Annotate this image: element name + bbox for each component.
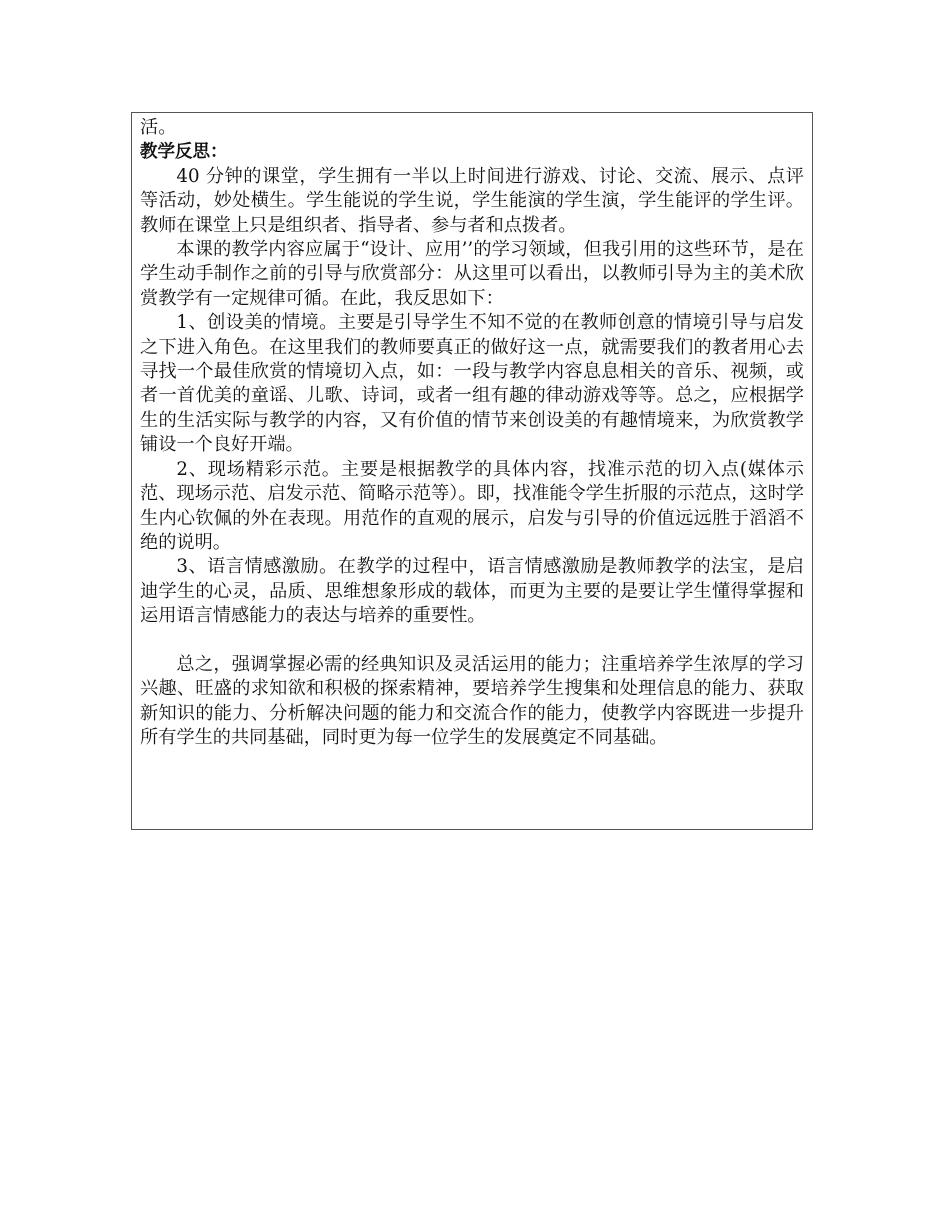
reflection-heading: 教学反思： — [140, 142, 228, 163]
paragraph-conclusion: 总之，强调掌握必需的经典知识及灵活运用的能力；注重培养学生浓厚的学习兴趣、旺盛的求知欲和积极的探索精神，要培养学生搜集和处理信息的能力、获取新知识的能力、分析解决问题的能力和交流合作的能力，使教学内容既进一步提升所有学生的共同基础，同时更为每一位学生的发展奠定不同基础。 — [140, 653, 804, 749]
paragraph-point-2-demonstration: 2、现场精彩示范。主要是根据教学的具体内容，找准示范的切入点(媒体示范、现场示范、启发示范、简略示范等）。即，找准能令学生折服的示范点，这时学生内心钦佩的外在表现。用范作的直观的展示，启发与引导的价值远远胜于滔滔不绝的说明。 — [140, 458, 804, 553]
paragraph-point-1-scenario: 1、创设美的情境。主要是引导学生不知不觉的在教师创意的情境引导与启发之下进入角色。在这里我们的教师要真正的做好这一点，就需要我们的教者用心去寻找一个最佳欣赏的情境切入点，如：一段与教学内容息息相关的音乐、视频，或者一首优美的童谣、儿歌、诗词，或者一组有趣的律动游戏等等。总之，应根据学生的生活实际与教学的内容，又有价值的情节来创设美的有趣情境来，为欣赏教学铺设一个良好开端。 — [140, 312, 804, 456]
paragraph-classroom-activities: 40 分钟的课堂，学生拥有一半以上时间进行游戏、讨论、交流、展示、点评等活动，妙处横生。学生能说的学生说，学生能演的学生演，学生能评的学生评。教师在课堂上只是组织者、指导者、参与者和点拨者。 — [140, 165, 804, 236]
paragraph-point-3-language: 3、语言情感激励。在教学的过程中，语言情感激励是教师教学的法宝，是启迪学生的心灵，品质、思维想象形成的载体，而更为主要的是要让学生懂得掌握和运用语言情感能力的表达与培养的重要性。 — [140, 556, 804, 627]
reflection-table-cell — [131, 112, 813, 830]
continued-text-fragment: 活。 — [140, 117, 177, 138]
blank-line-spacer — [140, 629, 804, 653]
paragraph-lesson-scope: 本课的教学内容应属于“设计、应用’’的学习领域，但我引用的这些环节，是在学生动手制作之前的引导与欣赏部分：从这里可以看出，以教师引导为主的美术欣赏教学有一定规律可循。在此，我反思如下： — [140, 239, 804, 309]
